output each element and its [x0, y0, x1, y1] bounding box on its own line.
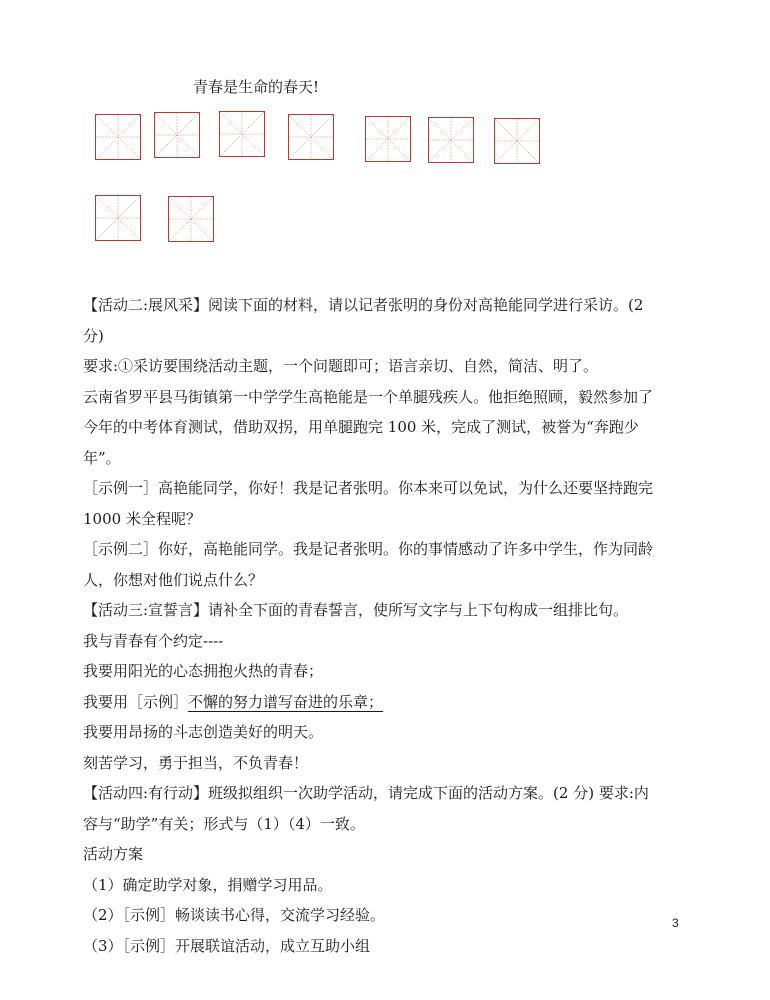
- worksheet-text: [83, 290, 693, 961]
- text-line: 容与“助学”有关；形式与（1）（4）一致。: [83, 814, 365, 833]
- text-line: 【活动四:有行动】班级拟组织一次助学活动，请完成下面的活动方案。(2 分) 要求:内: [83, 784, 649, 802]
- oath-prefix: 我要用［示例］: [83, 692, 189, 711]
- writing-grid-box[interactable]: [95, 195, 141, 241]
- text-line: （2）［示例］畅谈读书心得，交流学习经验。: [83, 906, 386, 924]
- text-line: 活动方案: [83, 845, 144, 863]
- text-line: 云南省罗平县马街镇第一中学学生高艳能是一个单腿残疾人。他拒绝照顾，毅然参加了: [83, 387, 654, 406]
- text-line: 我要用昂扬的斗志创造美好的明天。: [83, 723, 324, 741]
- text-line: 1000 米全程呢？: [83, 509, 201, 528]
- text-line: 分): [83, 326, 104, 345]
- text-line: 刻苦学习，勇于担当，不负青春！: [83, 753, 309, 772]
- text-line: 【活动二:展风采】阅读下面的材料，请以记者张明的身份对高艳能同学进行采访。(2: [83, 296, 644, 314]
- text-line: （1）确定助学对象，捐赠学习用品。: [83, 875, 333, 894]
- text-line: ［示例一］高艳能同学，你好！我是记者张明。你本来可以免试，为什么还要坚持跑完: [83, 479, 654, 497]
- text-line: 今年的中考体育测试，借助双拐，用单腿跑完 100 米，完成了测试，被誉为“奔跑少: [83, 418, 639, 436]
- text-line: 年”。: [83, 448, 121, 467]
- text-line: 要求:①采访要围绕活动主题，一个问题即可；语言亲切、自然，简洁、明了。: [83, 357, 599, 375]
- text-line: 我要用阳光的心态拥抱火热的青春；: [83, 662, 324, 680]
- text-line: 【活动三:宣誓言】请补全下面的青春誓言，使所写文字与上下句构成一组排比句。: [83, 601, 629, 619]
- oath-answer: 不懈的努力谱写奋进的乐章；: [188, 692, 384, 711]
- text-line: 我与青春有个约定----: [83, 631, 224, 650]
- writing-grid-box[interactable]: [288, 114, 334, 160]
- page-number: 3: [672, 916, 679, 930]
- slogan: 青春是生命的春天!: [193, 78, 320, 96]
- writing-grid-box[interactable]: [428, 117, 474, 163]
- writing-grid-box[interactable]: [219, 111, 265, 157]
- writing-grid-box[interactable]: [154, 112, 200, 158]
- writing-grid-box[interactable]: [494, 118, 540, 164]
- text-line: 人，你想对他们说点什么？: [83, 570, 264, 589]
- text-line: （3）［示例］开展联谊活动，成立互助小组: [83, 936, 371, 955]
- writing-grid-box[interactable]: [365, 116, 411, 162]
- writing-grid-box[interactable]: [168, 196, 214, 242]
- oath-answer-line: [83, 687, 693, 718]
- writing-grid-box[interactable]: [95, 114, 141, 160]
- text-line: ［示例二］你好，高艳能同学。我是记者张明。你的事情感动了许多中学生，作为同龄: [83, 540, 654, 558]
